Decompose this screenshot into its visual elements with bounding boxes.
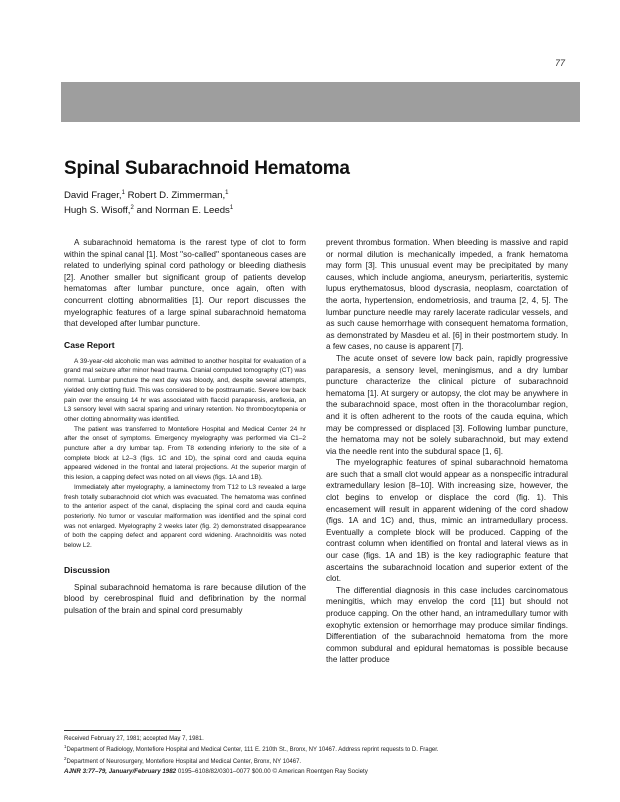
case-report-paragraph: A 39-year-old alcoholic man was admitted to another hospital for evaluation of a grand mal seizure after minor head trauma. Cranial computed tomography (CT) was normal. Lumbar puncture the next day was bloody, and, despite several attempts, yielded only clotting fluid. This was considered to be posttraumatic. Severe low back pain over the ensuing 14 hr was associated with flaccid paraparesis, areflexia, an L3 sensory level with sacral sparing and urinary retention. No thrombocytopenia or other clotting abnormality was identified. [64,357,306,423]
section-heading-case-report: Case Report [64,339,115,350]
right-column [326,237,568,666]
case-report-paragraph: Immediately after myelography, a laminectomy from T12 to L3 revealed a large fresh totally subarachnoid clot which was evacuated. The hematoma was confined to the anterior aspect of the canal, displacing the spinal cord and cauda equina posteriorly. No tumor or vascular malformation was identified and the spinal cord was not enlarged. Myelography 2 weeks later (fig. 2) demonstrated disappearance of both the capping defect and apparent cord widening. Arachnoiditis was noted below L2. [64,483,306,550]
footnotes [64,735,584,766]
affiliation-marker: 2 [130,205,134,212]
discussion-paragraph: prevent thrombus formation. When bleeding is massive and rapid or normal dilution is mechanically impeded, a frank hematoma may form [3]. This unusual event may be precipitated by many causes, which include angioma, aneurysm, periarteritis, systemic lupus erythematosus, blood dyscrasia, neoplasm, coarctation of the aorta, hypertension, endometriosis, and trauma [2, 4, 5]. The lumbar puncture needle may rarely lacerate radicular vessels, and as such cause hemorrhage with consequent hematoma formation, as demonstrated by Masdeu et al. [6] in their postmortem study. In a few cases, no cause is apparent [7]. [326,238,568,352]
case-report-paragraph: The patient was transferred to Montefiore Hospital and Medical Center 24 hr after the onset of symptoms. Emergency myelography was performed via C1–2 puncture after a dry lumbar tap. From T8 extending inferiorly to the site of a complete block at L2–3 (figs. 1C and 1D), the spinal cord and cauda equina appeared widened in the frontal and lateral projections. At the superior margin of this lesion, a capping defect was noted on all views (figs. 1A and 1B). [64,425,306,482]
author-name: Hugh S. Wisoff, [64,205,131,217]
discussion-paragraph: The differential diagnosis in this case includes carcinomatous meningitis, which may envelop the cord [11] but should not produce capping. On the other hand, an intramedullary tumor with exophytic extension or hemorrhage may produce similar findings. Differentiation of the subarachnoid hematoma from the more common subdural and epidural hematomas is possible because the latter produce [326,585,568,665]
discussion-paragraph: Spinal subarachnoid hematoma is rare because dilution of the blood by cerebrospinal fluid and defibrination by the normal pulsation of the brain and spinal cord presumably [64,582,306,615]
footnote-divider [64,730,181,731]
footnote-affiliation: $^2$Department of Neurosurgery, Montefiore Hospital and Medical Center, Bronx, NY 10467. [64,755,302,765]
intro-paragraph: A subarachnoid hematoma is the rarest type of clot to form within the spinal canal [1]. Most ''so-called'' spontaneous cases are related to underlying spinal cord pathology or bleeding diathesis [2]. Another smaller but significant group of patients develop hematomas after lumbar puncture, once again, often with concurrent clotting abnormalities [1]. Our report discusses the myelographic features of a large spinal subarachnoid hematoma that developed after lumbar puncture. [64,238,307,329]
author-name: and Norman E. Leeds [133,205,230,217]
footnote-affiliation: $^1$Department of Radiology, Montefiore Hospital and Medical Center, 111 E. 210th St., Bronx, NY 10467. Address reprint requests to D. Frager. [64,744,439,754]
page-number: 77 [555,58,566,68]
received-date: Received February 27, 1981; accepted May 7, 1981. [64,736,204,742]
affiliation-marker: 1 [229,205,234,212]
discussion-paragraph: The myelographic features of spinal subarachnoid hematoma are such that a small clot would appear as a nonspecific intradural extramedullary lesion [8–10]. With increasing size, however, the clot begins to envelop or displace the cord (fig. 1). This encasement will result in apparent widening of the cord shadow (figs. 1A and 1C) and, thus, mimic an intramedullary process. Eventually a complete block will be produced. Capping of the contrast column when identified on frontal and lateral views as in our case (figs. 1A and 1B) is the key radiographic feature that ascertains the subarachnoid location and superior extent of the clot. [326,458,568,584]
affiliation-marker: 1 [121,190,125,196]
author-list [64,187,364,217]
left-column [64,237,306,617]
author-name: Robert D. Zimmerman, [124,190,226,202]
author-name: David Frager, [64,190,122,202]
journal-citation: AJNR 3:77–79, January/February 1982 0195–6108/82/0301–0077 $00.00 © American Roentgen Ray Society [64,768,368,775]
discussion-paragraph: The acute onset of severe low back pain, rapidly progressive paraparesis, a sensory level, meningismus, and a dry lumbar puncture characterize the clinical picture of subarachnoid hematoma [1]. At surgery or autopsy, the clot may be anywhere in the subarachnoid space, most often in the thoracolumbar region, and it is often adherent to the roots of the cauda equina, which may be compressed or displaced [3]. Following lumbar puncture, the hematoma may not be solely subarachnoid, but may extend via the needle rent into the subdural space [1, 6]. [326,353,568,456]
affiliation-marker: 1 [225,190,229,196]
article-title: Spinal Subarachnoid Hematoma [64,158,350,179]
header-band [61,82,580,122]
section-heading-discussion: Discussion [64,564,110,575]
